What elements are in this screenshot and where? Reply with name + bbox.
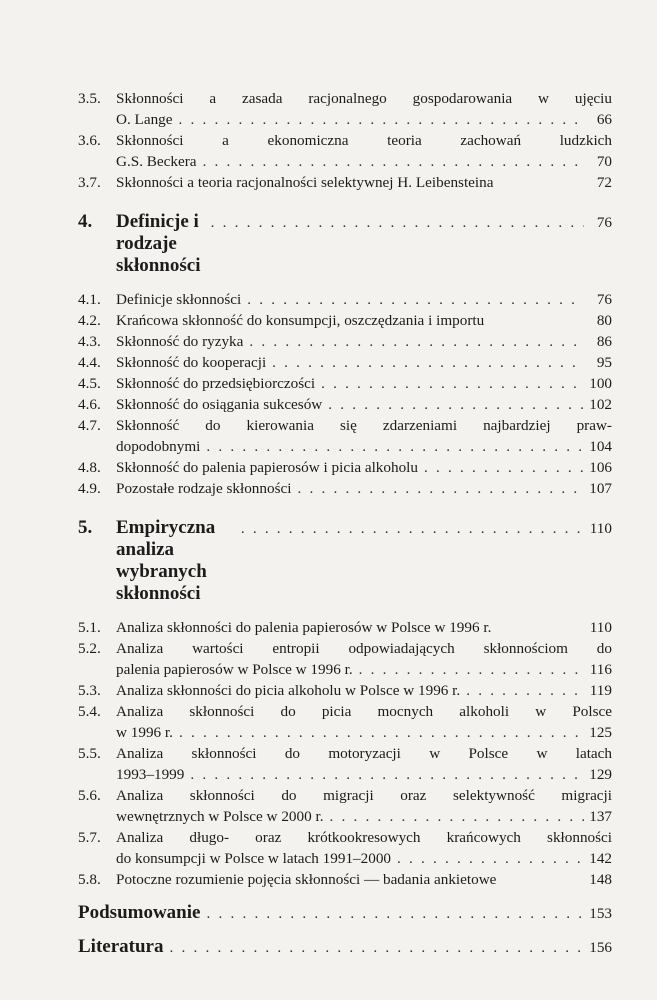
toc-number: 5.1.	[78, 619, 101, 636]
chapter-number: 4.	[78, 211, 93, 232]
toc-text: Skłonności a ekonomiczna teoria zachowań ludzkich	[116, 132, 612, 149]
toc-page-number: 119	[589, 682, 612, 699]
dot-leader	[203, 151, 584, 172]
toc-text: Analiza skłonności do picia alkoholu w Polsce w 1996 r.	[116, 682, 461, 699]
dot-leader	[424, 457, 584, 478]
toc-page-number: 107	[589, 480, 612, 497]
toc-page-number: 95	[596, 354, 612, 371]
dot-leader	[247, 289, 584, 310]
dot-leader	[169, 939, 584, 957]
toc-number: 5.7.	[78, 829, 101, 846]
chapter-title: Podsumowanie	[78, 902, 201, 923]
toc-text: O. Lange	[116, 111, 173, 128]
toc-page-number: 76	[596, 214, 612, 231]
dot-leader	[241, 520, 584, 538]
toc-page-number: 142	[589, 850, 612, 867]
toc-text: palenia papierosów w Polsce w 1996 r.	[116, 661, 353, 678]
toc-entry-4-7	[78, 415, 612, 457]
toc-entry-3-6	[78, 130, 612, 172]
toc-number: 5.3.	[78, 682, 101, 699]
toc-number: 4.5.	[78, 375, 101, 392]
toc-page-number: 116	[589, 661, 612, 678]
toc-text: Skłonność do palenia papierosów i picia alkoholu	[116, 459, 418, 476]
toc-number: 4.1.	[78, 291, 101, 308]
toc-page-number: 106	[589, 459, 612, 476]
toc-entry-5-1	[78, 617, 612, 638]
toc-text: Skłonność do ryzyka	[116, 333, 244, 350]
toc-text: Skłonność do przedsiębiorczości	[116, 375, 316, 392]
toc-entry-3-5	[78, 88, 612, 130]
toc-text: Potoczne rozumienie pojęcia skłonności — badania ankietowe	[116, 871, 497, 888]
toc-number: 5.8.	[78, 871, 101, 888]
dot-leader	[206, 905, 584, 923]
toc-page-number: 104	[589, 438, 612, 455]
toc-text: wewnętrznych w Polsce w 2000 r.	[116, 808, 324, 825]
dot-leader	[249, 331, 584, 352]
toc-entry-5-7	[78, 827, 612, 869]
dot-leader	[397, 848, 584, 869]
toc-number: 4.4.	[78, 354, 101, 371]
chapter-title: Definicje i rodzaje skłonności	[116, 211, 201, 276]
dot-leader	[330, 806, 584, 827]
chapter-title: Literatura	[78, 936, 164, 957]
toc-page-number: 86	[596, 333, 612, 350]
toc-text: w 1996 r.	[116, 724, 173, 741]
dot-leader	[321, 373, 584, 394]
toc-text: Analiza długo- oraz krótkookresowych krańcowych skłonności	[116, 829, 612, 846]
toc-text: Analiza skłonności do motoryzacji w Polsce w latach	[116, 745, 612, 762]
toc-text: Analiza skłonności do palenia papierosów w Polsce w 1996 r.	[116, 619, 492, 636]
toc-number: 5.5.	[78, 745, 101, 762]
dot-leader	[206, 436, 584, 457]
dot-leader	[190, 764, 584, 785]
toc-number: 4.8.	[78, 459, 101, 476]
table-of-contents	[78, 88, 612, 958]
dot-leader	[328, 394, 584, 415]
toc-page-number: 76	[596, 291, 612, 308]
dot-leader	[297, 478, 584, 499]
heading-literatura	[78, 936, 612, 958]
toc-text: Pozostałe rodzaje skłonności	[116, 480, 292, 497]
toc-text: dopodobnymi	[116, 438, 201, 455]
toc-entry-4-4	[78, 352, 612, 373]
dot-leader	[466, 680, 584, 701]
toc-number: 4.9.	[78, 480, 101, 497]
toc-entry-4-6	[78, 394, 612, 415]
toc-entry-5-5	[78, 743, 612, 785]
toc-page-number: 72	[596, 174, 612, 191]
toc-page-number: 110	[589, 520, 612, 537]
toc-entry-4-1	[78, 289, 612, 310]
toc-text: Analiza wartości entropii odpowiadających skłonnościom do	[116, 640, 612, 657]
toc-entry-5-3	[78, 680, 612, 701]
toc-text: Skłonność do kierowania się zdarzeniami najbardziej praw-	[116, 417, 612, 434]
toc-text: Skłonność do osiągania sukcesów	[116, 396, 323, 413]
chapter-number: 5.	[78, 517, 93, 538]
toc-page-number: 148	[589, 871, 612, 888]
dot-leader	[272, 352, 584, 373]
chapter-title: Empiryczna analiza wybranych skłonności	[116, 517, 216, 604]
toc-page-number: 102	[589, 396, 612, 413]
toc-page-number: 137	[589, 808, 612, 825]
toc-text: Analiza skłonności do migracji oraz selektywność migracji	[116, 787, 612, 804]
toc-page-number: 153	[589, 905, 612, 922]
toc-entry-4-8	[78, 457, 612, 478]
dot-leader	[179, 109, 584, 130]
toc-number: 3.5.	[78, 90, 101, 107]
toc-text: Analiza skłonności do picia mocnych alkoholi w Polsce	[116, 703, 612, 720]
toc-page-number: 66	[596, 111, 612, 128]
toc-text: Skłonność do kooperacji	[116, 354, 267, 371]
toc-entry-5-2	[78, 638, 612, 680]
dot-leader	[179, 722, 584, 743]
toc-number: 3.7.	[78, 174, 101, 191]
toc-text: G.S. Beckera	[116, 153, 197, 170]
toc-page-number: 100	[589, 375, 612, 392]
dot-leader	[359, 659, 584, 680]
toc-entry-4-2	[78, 310, 612, 331]
toc-page-number: 70	[596, 153, 612, 170]
toc-number: 4.6.	[78, 396, 101, 413]
toc-number: 5.2.	[78, 640, 101, 657]
toc-number: 5.6.	[78, 787, 101, 804]
toc-text: Definicje skłonności	[116, 291, 242, 308]
toc-entry-4-5	[78, 373, 612, 394]
heading-podsumowanie	[78, 902, 612, 924]
chapter-heading-4	[78, 211, 612, 277]
toc-entry-5-6	[78, 785, 612, 827]
toc-page-number: 129	[589, 766, 612, 783]
toc-text: Skłonności a zasada racjonalnego gospodarowania w ujęciu	[116, 90, 612, 107]
toc-page-number: 80	[596, 312, 612, 329]
toc-text: 1993–1999	[116, 766, 185, 783]
toc-entry-3-7	[78, 172, 612, 193]
toc-entry-5-4	[78, 701, 612, 743]
toc-entry-4-3	[78, 331, 612, 352]
toc-number: 5.4.	[78, 703, 101, 720]
toc-number: 4.2.	[78, 312, 101, 329]
toc-number: 4.7.	[78, 417, 101, 434]
toc-text: do konsumpcji w Polsce w latach 1991–2000	[116, 850, 392, 867]
toc-number: 4.3.	[78, 333, 101, 350]
toc-text: Krańcowa skłonność do konsumpcji, oszczędzania i importu	[116, 312, 485, 329]
toc-text: Skłonności a teoria racjonalności selektywnej H. Leibensteina	[116, 174, 494, 191]
toc-entry-4-9	[78, 478, 612, 499]
toc-number: 3.6.	[78, 132, 101, 149]
chapter-heading-5	[78, 517, 612, 605]
toc-page-number: 125	[589, 724, 612, 741]
dot-leader	[211, 214, 584, 232]
toc-entry-5-8	[78, 869, 612, 890]
toc-page-number: 110	[589, 619, 612, 636]
toc-page-number: 156	[589, 939, 612, 956]
